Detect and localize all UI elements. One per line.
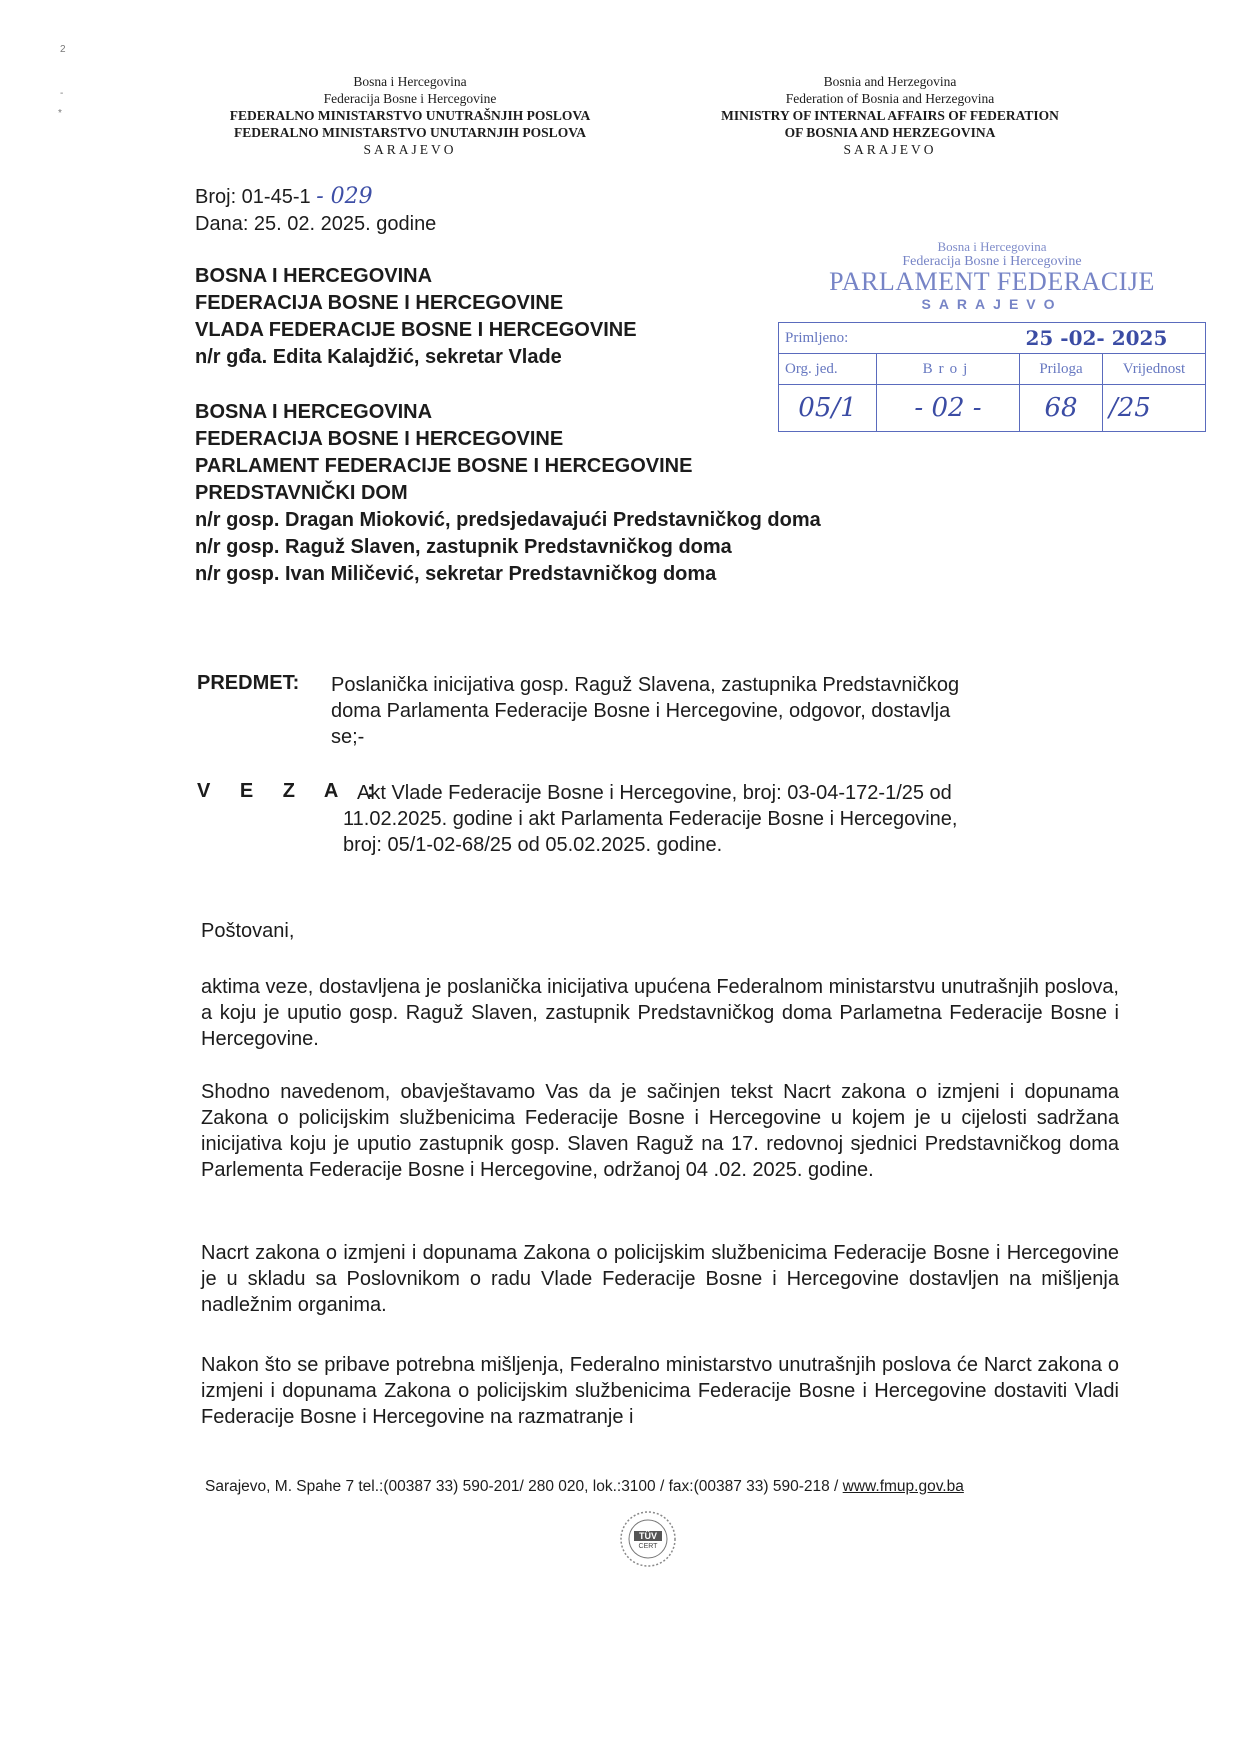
recipient-parliament-line-6: n/r gosp. Raguž Slaven, zastupnik Predstavničkog doma	[195, 536, 732, 558]
document-meta	[195, 183, 595, 238]
body-paragraph-3: Nacrt zakona o izmjeni i dopunama Zakona o policijskim službenicima Federacije Bosne i Hercegovine je u skladu sa Poslovnikom o radu Vlade Federacije Bosne i Hercegovine dostavljen na mišljenja nadležnim organima.	[201, 1242, 1119, 1316]
reception-stamp	[778, 240, 1206, 313]
salutation: Poštovani,	[201, 920, 295, 942]
certification-logo-tuv: TÜV	[639, 1531, 657, 1541]
recipient-parliament	[195, 399, 1095, 588]
stamp-val-priloga: 68	[1020, 385, 1103, 432]
certification-logo	[618, 1509, 678, 1569]
letterhead-right	[680, 73, 1100, 158]
recipient-parliament-line-1: BOSNA I HERCEGOVINA	[195, 401, 433, 423]
recipient-government-line-1: BOSNA I HERCEGOVINA	[195, 265, 433, 287]
body-paragraph-1: aktima veze, dostavljena je poslanička inicijativa upućena Federalnom ministarstvu unutrašnjih poslova, a koju je uputio gosp. Raguž Slaven, zastupnik Predstavničkog doma Parlametna Federacije Bosne i Hercegovine.	[201, 976, 1119, 1050]
letterhead-left-city: SARAJEVO	[363, 142, 457, 157]
letterhead-left-country: Bosna i Hercegovina	[353, 74, 467, 89]
recipient-parliament-line-3: PARLAMENT FEDERACIJE BOSNE I HERCEGOVINE	[195, 455, 693, 477]
stamp-country: Bosna i Hercegovina	[937, 239, 1047, 254]
document-number-label: Broj: 01-45-1	[195, 186, 311, 208]
reference-line-1: Akt Vlade Federacije Bosne i Hercegovine, broj: 03-04-172-1/25 od	[357, 782, 952, 804]
document-number	[195, 183, 595, 211]
letterhead-left-ministry-alt: FEDERALNO MINISTARSTVO UNUTARNJIH POSLOVA	[234, 125, 586, 140]
letterhead-left-entity: Federacija Bosne i Hercegovine	[323, 91, 497, 106]
reference-label: V E Z A :	[197, 780, 386, 802]
stamp-received-label: Primljeno:	[779, 323, 1020, 354]
margin-mark-3: *	[58, 108, 62, 119]
footer-contact	[205, 1478, 1105, 1496]
letterhead-right-country: Bosnia and Herzegovina	[823, 74, 957, 89]
document-date: Dana: 25. 02. 2025. godine	[195, 213, 437, 235]
stamp-val-org: 05/1	[779, 385, 877, 432]
reference-line-2: 11.02.2025. godine i akt Parlamenta Federacije Bosne i Hercegovine,	[343, 808, 958, 830]
stamp-header-row	[779, 354, 1206, 385]
stamp-val-vrijednost: /25	[1103, 385, 1206, 432]
reference-text	[343, 780, 1097, 858]
subject-label: PREDMET:	[197, 672, 300, 694]
letterhead-right-ministry-2: OF BOSNIA AND HERZEGOVINA	[784, 125, 996, 140]
recipient-government-line-3: VLADA FEDERACIJE BOSNE I HERCEGOVINE	[195, 319, 637, 341]
subject-text	[331, 672, 1091, 750]
letterhead-right-entity: Federation of Bosnia and Herzegovina	[785, 91, 995, 106]
letterhead-left-ministry: FEDERALNO MINISTARSTVO UNUTRAŠNJIH POSLOVA	[229, 108, 591, 123]
document-number-handwritten: - 029	[316, 184, 373, 209]
subject-line-2: doma Parlamenta Federacije Bosne i Hercegovine, odgovor, dostavlja	[331, 700, 951, 722]
stamp-received-date: 25 -02- 2025	[1020, 323, 1206, 354]
certification-logo-cert: CERT	[638, 1543, 658, 1550]
margin-mark-1: 2	[60, 44, 66, 55]
letterhead-right-ministry: MINISTRY OF INTERNAL AFFAIRS OF FEDERATION	[721, 108, 1059, 123]
subject-line-1: Poslanička inicijativa gosp. Raguž Slavena, zastupnika Predstavničkog	[331, 674, 960, 696]
stamp-parliament: PARLAMENT FEDERACIJE	[829, 267, 1155, 296]
recipient-government	[195, 263, 755, 371]
recipient-government-line-4: n/r gđa. Edita Kalajdžić, sekretar Vlade	[195, 346, 562, 368]
stamp-received-row	[779, 323, 1206, 354]
stamp-city: SARAJEVO	[921, 296, 1063, 312]
letterhead-left	[180, 73, 640, 158]
stamp-col-broj: Broj	[877, 354, 1020, 385]
stamp-entity: Federacija Bosne i Hercegovine	[902, 254, 1082, 269]
letterhead-right-city: SARAJEVO	[843, 142, 937, 157]
margin-mark-2: -	[60, 88, 64, 99]
recipient-government-line-2: FEDERACIJA BOSNE I HERCEGOVINE	[195, 292, 564, 314]
stamp-col-org: Org. jed.	[779, 354, 877, 385]
stamp-col-priloga: Priloga	[1020, 354, 1103, 385]
subject-line-3: se;-	[331, 726, 365, 748]
stamp-val-broj: - 02 -	[877, 385, 1020, 432]
recipient-parliament-line-7: n/r gosp. Ivan Miličević, sekretar Predstavničkog doma	[195, 563, 717, 585]
footer-address: Sarajevo, M. Spahe 7 tel.:(00387 33) 590-201/ 280 020, lok.:3100 / fax:(00387 33) 590-218 /	[205, 1478, 839, 1495]
recipient-parliament-line-5: n/r gosp. Dragan Mioković, predsjedavajući Predstavničkog doma	[195, 509, 821, 531]
stamp-col-vrijednost: Vrijednost	[1103, 354, 1206, 385]
recipient-parliament-line-4: PREDSTAVNIČKI DOM	[195, 482, 408, 504]
recipient-parliament-line-2: FEDERACIJA BOSNE I HERCEGOVINE	[195, 428, 564, 450]
body-paragraph-2: Shodno navedenom, obavještavamo Vas da je sačinjen tekst Nacrt zakona o izmjeni i dopunama Zakona o policijskim službenicima Federacije Bosne i Hercegovine u kojem je u cijelosti sadržana inicijativa koju je uputio zastupnik gosp. Slaven Raguž na 17. redovnoj sjednici Predstavničkog doma Parlementa Federacije Bosne i Hercegovine, održanoj 04 .02. 2025. godine.	[201, 1081, 1119, 1181]
footer-website-link[interactable]: www.fmup.gov.ba	[842, 1478, 964, 1495]
body-paragraph-4: Nakon što se pribave potrebna mišljenja, Federalno ministarstvo unutrašnjih poslova će Narct zakona o izmjeni i dopunama Zakona o policijskim službenicima Federacije Bosne i Hercegovine dostaviti Vladi Federacije Bosne i Hercegovine na razmatranje i	[201, 1354, 1119, 1428]
reference-line-3: broj: 05/1-02-68/25 od 05.02.2025. godine.	[343, 834, 723, 856]
